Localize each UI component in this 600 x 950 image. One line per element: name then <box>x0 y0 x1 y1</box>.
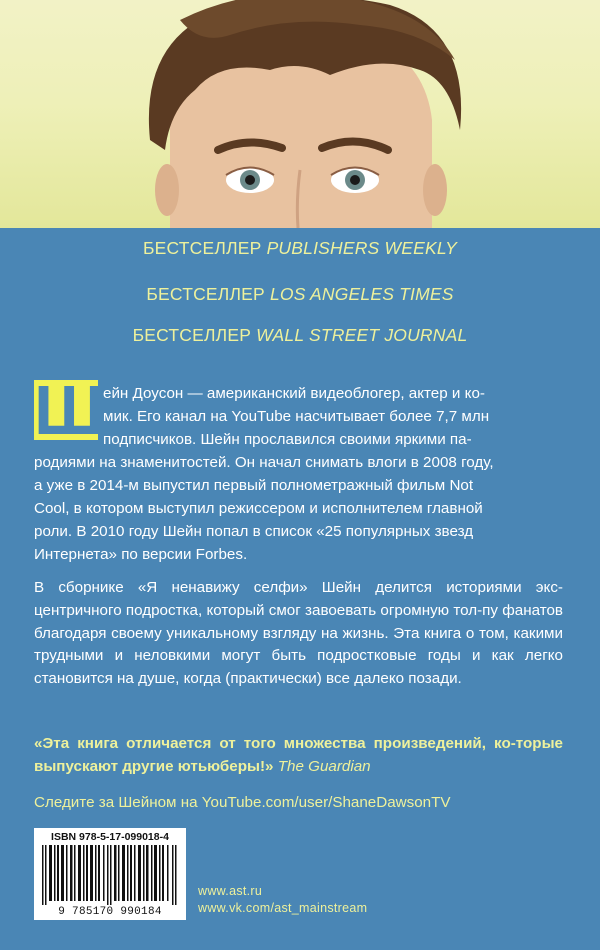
bestseller-publishers-weekly <box>0 238 600 259</box>
publication-name: WALL STREET JOURNAL <box>256 325 468 345</box>
quote-source: The Guardian <box>277 757 371 775</box>
bestseller-label: БЕСТСЕЛЛЕР <box>132 325 257 345</box>
isbn-number: ISBN 978-5-17-099018-4 <box>51 831 169 843</box>
bestseller-label: БЕСТСЕЛЛЕР <box>142 238 267 258</box>
isbn-barcode <box>34 828 186 920</box>
barcode-bars <box>42 845 178 905</box>
bio-line: роли. В 2010 году Шейн попал в список «25 популярных звезд <box>34 523 474 540</box>
bestseller-label: БЕСТСЕЛЛЕР <box>146 284 270 304</box>
bio-line: ейн Доусон — американский видеоблогер, актер и ко- <box>103 385 485 402</box>
dropcap-letter: Ш <box>34 371 105 449</box>
book-description: В сборнике «Я ненавижу селфи» Шейн делится историями экс-центричного подростка, который смог завоевать огромную тол-пу фанатов благодаря своему уникальному взгляду на жизнь. Эта книга о том, какими трудными и неловкими могут быть подростковые годы и как легко становится на душе, когда (практически) все далеко позади. <box>34 579 563 688</box>
publication-name: PUBLISHERS WEEKLY <box>266 238 458 258</box>
website-ast[interactable]: www.ast.ru <box>198 884 263 898</box>
quote-text: «Эта книга отличается от того множества произведений, ко-торые выпускают другие ютьюберы!» <box>34 735 563 775</box>
barcode-digits: 9 785170 990184 <box>58 906 162 918</box>
author-photo <box>0 0 600 228</box>
bio-line: мик. Его канал на YouTube насчитывает более 7,7 млн <box>103 408 490 425</box>
bio-line: родиями на знаменитостей. Он начал снимать влоги в 2008 году, <box>34 454 494 471</box>
bio-line: а уже в 2014-м выпустил первый полнометражный фильм Not <box>34 477 474 494</box>
bestseller-los-angeles-times <box>0 284 600 305</box>
author-face-illustration <box>0 0 600 228</box>
publication-name: LOS ANGELES TIMES <box>269 284 454 304</box>
website-vk[interactable]: www.vk.com/ast_mainstream <box>198 901 368 915</box>
bio-line: Cool, в котором выступил режиссером и исполнителем главной <box>34 500 483 517</box>
bio-line: подписчиков. Шейн прославился своими яркими па- <box>103 431 472 448</box>
follow-youtube-text: Следите за Шейном на YouTube.com/user/ShaneDawsonTV <box>34 794 451 811</box>
press-quote <box>34 733 563 779</box>
bestseller-wall-street-journal <box>0 325 600 346</box>
bio-line: Интернета» по версии Forbes. <box>34 546 248 563</box>
